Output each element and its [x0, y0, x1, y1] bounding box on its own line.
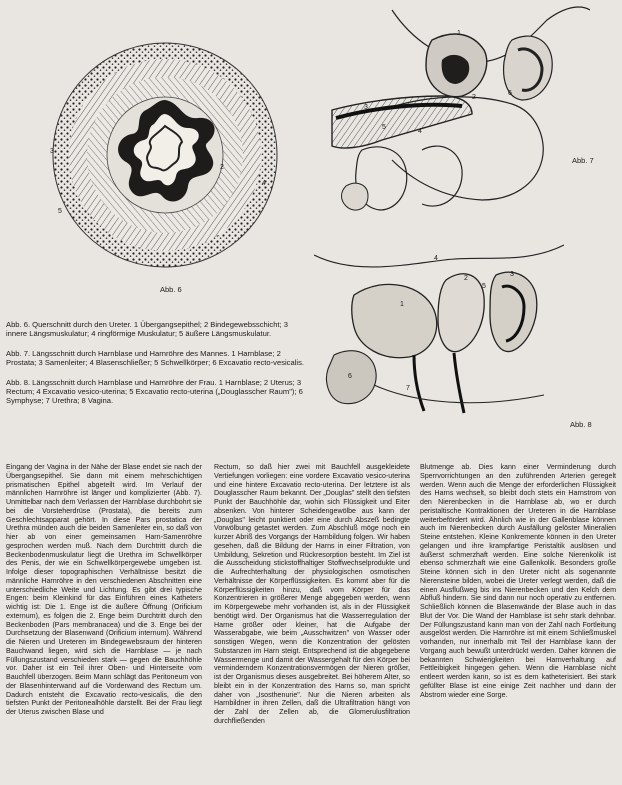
figure-captions: [6, 320, 306, 416]
fig8-number-2: 2: [464, 275, 468, 282]
fig8-number-3: 3: [510, 271, 514, 278]
male-bladder-urethra-drawing: [322, 0, 590, 230]
fig8-number-5: 5: [482, 283, 486, 290]
fig7-number-3: 3: [364, 104, 368, 111]
fig6-number-4: 4: [262, 180, 266, 187]
fig7-number-1: 1: [457, 30, 461, 37]
column-3-text: Blutmenge ab. Dies kann einer Verminderung durch Sperrvorrichtungen an den zuführenden Arterien geregelt werden. Wenn auch die Menge der erforderlichen Flüssigkeit des Harns wechselt, so bleibt doch stets ein Harnstrom von den Nierenbecken in die Harnblase ab, wo er durch peristaltische Kontraktionen der Ureteren in die Harnblase weiterbefördert wird. Ähnlich wie in der Gallenblase können auch im Nierenbecken durch Ausfällung gelöster Mineralien Steine entstehen. Kleine Konkremente können in den Ureter gelangen und ihre krampfartige Peristaltik auslösen und äußerst schmerzhaft werden. Eine solche Nierenkolik ist ebenso schmerzhaft wie eine Gallenkolik. Besonders große Steine können sich in den Ureter nicht als sogenannte Nierensteine bilden, wobei die Ureter verlegt werden, daß die einen Ausflußweg bis ins Nierenbecken und den Kelch dem Abfluß hindern. Sie sind dann nur noch operativ zu entfernen. Schließlich können die Blasenwände der Blase auch in das Blut der Vor. Die Wand der Harnblase ist sehr stark dehnbar. Der Füllungszustand kann man von der Zahl nach Fortleitung ausgelöst werden. Die Harnröhre ist mit einem Schließmuskel vorhanden, nur innerhalb mit Teil der Harnblase kann der Vorgang auch bewußt unterdrückt werden. Daher können die bekannten Schwierigkeiten bei Harnverhaltung auf Fettleibigkeit hingegen gehen. Wenn die Harnblase nicht entleert werden kann, so ist es dem katheterisiert. Bei stark gefüllter Blase ist eine einige Zeit nachher und dann der Abstrom wieder eine Sorge.: [420, 463, 616, 699]
fig7-number-5: 5: [382, 124, 386, 131]
fig7-number-2: 2: [472, 94, 476, 101]
fig6-number-2: 2: [220, 164, 224, 171]
figure-6-illustration: [30, 30, 300, 280]
caption-fig6: Abb. 6. Querschnitt durch den Ureter. 1 Übergangsepithel; 2 Bindegewebsschicht; 3 innere Längsmuskulatur; 4 ringförmige Muskulatur; 5 äußere Längsmuskulatur.: [6, 320, 288, 339]
figure-8-label: Abb. 8: [570, 420, 592, 429]
fig6-number-5: 5: [58, 208, 62, 215]
column-2-text: Rectum, so daß hier zwei mit Bauchfell ausgekleidete Vertiefungen vorliegen: eine vordere Excavatio vesico-uterina und eine hintere Excavatio recto-uterina. Der letztere ist als Douglasscher Raum bekannt. Der „Douglas" stellt den tiefsten Punkt der Bauchhöhle dar, wohin sich Flüssigkeit und Eiter absenken. Von hinterer Scheidengewölbe aus kann der „Douglas" leicht punktiert oder eine durch Abszeß bedingte Vorwölbung getastet werden. Zum Abschluß möge noch ein kurzer Abriß des Vorgangs der Harnbildung folgen. Wir haben gesehen, daß die Bildung der Harns in einer Filtration, von Umbildung, Sekretion und Rückresorption besteht. Im Ziel ist die Ausscheidung stickstoffhaltiger Stoffwechselprodukte und die Aufrechterhaltung der physiologischen osmotischen Verhältnisse der Körperflüssigkeiten. Es kommt aber für die Körperflüssigkeiten hinzu, daß vom Körper für das Konzentrieren in größerer Menge abgegeben werden, wenn im Körpergewebe mehr vorhanden ist, als in der Flüssigkeit benötigt wird. Der Organismus hat die Wasserregulation der Harne größer oder kleiner, hat die Aufgabe der Wasserabgabe, wie beim „Ausschwitzen" von Wasser oder sonstigen Wegen, wenn die Konzentration der gelösten Substanzen im Harn steigt. Entsprechend ist die abgegebene Wassermenge und damit der Wassergehalt für den Körper bei verminderndem Konzentrationsvermögen der Nieren größer, ist der Organismus dieses ausgebreitet. Bei höherem Alter, so bleibt ein in der Konzentration des Harns so, man spricht daher von „Isosthenurie". Nur die Nieren arbeiten als Harnbildner in ihren Zellen, daß die Ultrafiltration hängt von der Zahl der Zellen ab, die Glomerulusfiltration durchfließenden: [214, 463, 410, 725]
fig6-number-1: 1: [204, 138, 208, 145]
caption-fig8: Abb. 8. Längsschnitt durch Harnblase und Harnröhre der Frau. 1 Harnblase; 2 Uterus; 3 Rectum; 4 Excavatio vesico-uterina; 5 Excavatio recto-uterina („Douglasscher Raum"); 6 Symphyse; 7 Urethra; 8 Vagina.: [6, 377, 303, 406]
fig8-number-7: 7: [406, 385, 410, 392]
female-bladder-urethra-drawing: [314, 235, 564, 415]
figure-7-illustration: [322, 0, 590, 230]
text-column-3: [420, 463, 616, 785]
figure-6-label: Abb. 6: [160, 285, 182, 294]
text-column-2: [214, 463, 410, 785]
fig7-number-4: 4: [418, 128, 422, 135]
fig7-number-6: 6: [508, 90, 512, 97]
fig8-number-6: 6: [348, 373, 352, 380]
fig6-number-3: 3: [50, 148, 54, 155]
figure-8-illustration: [314, 235, 564, 415]
caption-fig7: Abb. 7. Längsschnitt durch Harnblase und Harnröhre des Mannes. 1 Harnblase; 2 Prostata; 3 Samenleiter; 4 Blasenschließer; 5 Schwellkörper; 6 Excavatio recto-vesicalis.: [6, 348, 304, 368]
text-column-1: [6, 463, 202, 785]
column-1-text: Eingang der Vagina in der Nähe der Blase endet sie nach der Übergangsepithel. Sie dann mit einem mehrschichtigen prismatischen Epithel abgeteilt wird. Im Verlauf der männlichen Harnröhre ist länger und komplizierter (Abb. 7). Unmittelbar nach dem Verlassen der Harnblase durchbohrt sie bei die Vorsteherdrüse (Prostata), die bereits zum Geschlechtsapparat gehört. In diese Pars prostatica der Urethra münden auch die beiden Samenleiter ein, so daß von hier ab von einer gemeinsamen Harn-Samenröhre gesprochen werden muß. Nach dem Durchtritt durch die Beckenbodenmuskulatur liegt die Urethra im Schwellkörper des Penis, der wie ein Schwellkörpergewebe umgeben ist. Infolge dieser topographischen Verhältnisse besitzt die männliche Harnröhre in den verschiedenen Abschnitten eine unterschiedliche Weite und Lichtung. Es gibt drei typische Engen: beim Kleinkind für das Einführen eines Katheters wichtig ist: Die 1. Enge ist die äußere Öffnung (Orificium externum), es folgen die 2. Enge beim Durchtritt durch den Beckenboden (Pars membranacea) und die 3. Enge bei der Durchsetzung der Blasenwand (Orificium internum). Während die Nieren und Ureteren im Bindegewebsraum der hinteren Bauchwand liegen, wird sich die Harnblase — je nach Füllungszustand verschieden stark — gegen die Bauchhöhle vor. Daher ist ein Teil ihrer Oben- und Hinterseite vom Bauchfell überzogen. Beim Mann schlägt das Peritoneum von der Blasenhinterwand auf die Vorderwand des Rectum um. Dadurch entsteht die Excavatio recto-vesicalis, die den tiefsten Punkt der Peritonealhöhle darstellt. Bei der Frau liegt der Uterus zwischen Blase und: [6, 463, 202, 716]
fig8-number-1: 1: [400, 301, 404, 308]
ureter-cross-section-drawing: [30, 30, 300, 280]
figure-7-label: Abb. 7: [572, 156, 594, 165]
fig8-number-4: 4: [434, 255, 438, 262]
